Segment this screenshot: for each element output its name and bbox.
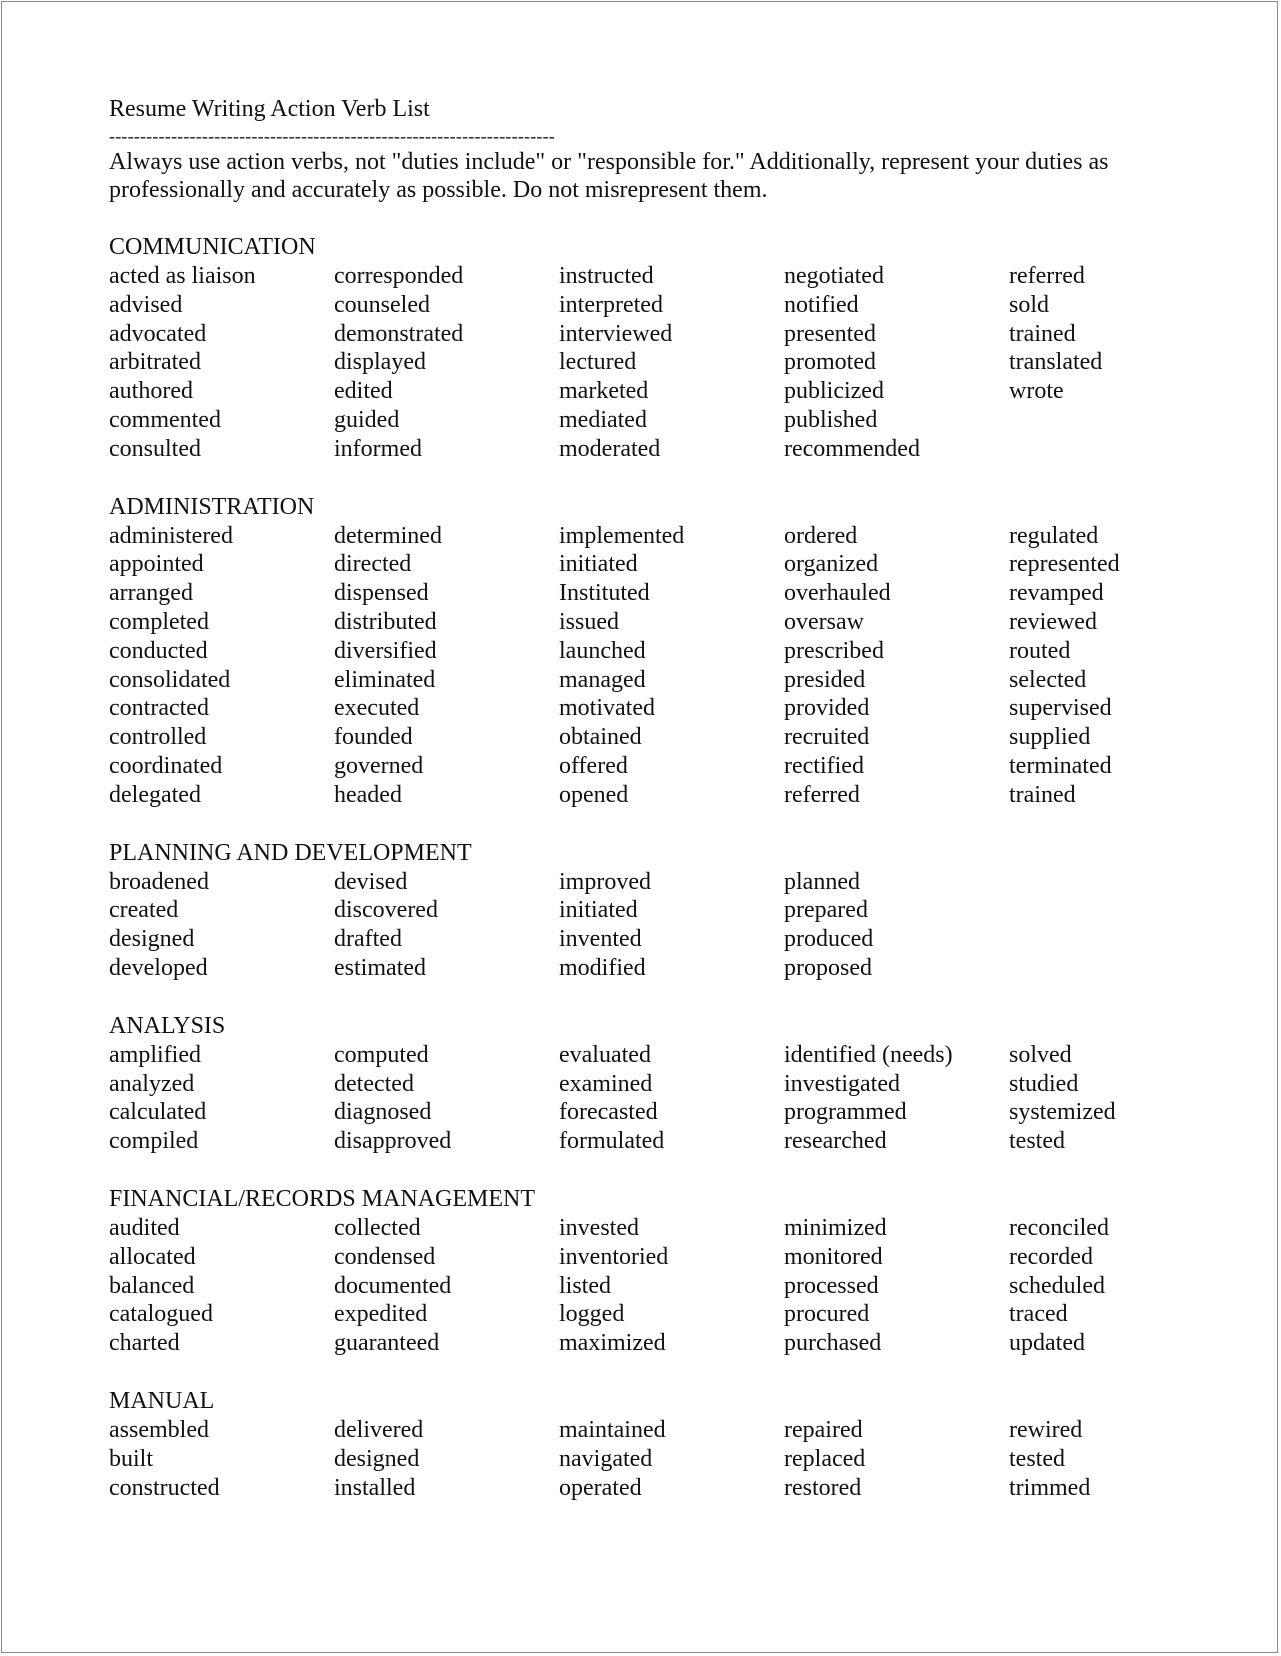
verb-item: arbitrated (109, 349, 201, 376)
verb-item: marketed (559, 378, 649, 405)
verb-item: initiated (559, 897, 638, 924)
verb-item: sold (1009, 291, 1050, 318)
verb-item: assembled (109, 1416, 209, 1443)
verb-item: acted as liaison (109, 263, 256, 289)
verb-item: computed (334, 1041, 429, 1068)
section-heading: ADMINISTRATION (109, 493, 315, 520)
verb-item: broadened (109, 868, 209, 895)
verb-item: displayed (334, 349, 426, 376)
verb-item: completed (109, 608, 209, 635)
intro-paragraph: Always use action verbs, not "duties include" or "responsible for." Additionally, represent your duties as professionally and accurately as possible. Do not misrepresent them. (109, 149, 1109, 203)
verb-item (1009, 868, 1189, 897)
verb-item: obtained (559, 724, 642, 751)
verb-section (109, 1012, 1189, 1156)
verb-item: ordered (784, 522, 858, 549)
verb-item: regulated (1009, 522, 1099, 549)
verb-item: motivated (559, 695, 655, 722)
verb-item: Instituted (559, 580, 650, 607)
verb-item: headed (334, 781, 402, 808)
verb-item: diversified (334, 637, 437, 664)
verb-item: operated (559, 1474, 642, 1501)
verb-item (1009, 435, 1189, 464)
verb-item: amplified (109, 1041, 201, 1068)
verb-item: improved (559, 868, 651, 895)
verb-item: published (784, 406, 878, 433)
verb-item: drafted (334, 926, 402, 953)
verb-item: documented (334, 1272, 452, 1299)
verb-item: reviewed (1009, 608, 1097, 635)
verb-item: trained (1009, 781, 1076, 808)
verb-grid (109, 1416, 1189, 1502)
verb-item: rewired (1009, 1416, 1083, 1443)
verb-item: selected (1009, 666, 1087, 693)
verb-item: compiled (109, 1128, 199, 1155)
verb-item: inventoried (559, 1243, 669, 1270)
verb-item (1009, 896, 1189, 925)
verb-item: opened (559, 781, 629, 808)
verb-item: translated (1009, 349, 1103, 376)
verb-item: notified (784, 291, 859, 318)
verb-item: edited (334, 378, 393, 405)
verb-item: organized (784, 551, 879, 578)
verb-item (1009, 954, 1189, 983)
verb-item: presided (784, 666, 866, 693)
verb-item: prescribed (784, 637, 884, 664)
verb-grid (109, 1214, 1189, 1358)
verb-item: administered (109, 522, 233, 549)
verb-item: authored (109, 378, 193, 405)
verb-item: implemented (559, 522, 685, 549)
verb-item: built (109, 1445, 154, 1472)
verb-item: conducted (109, 637, 208, 664)
verb-item: allocated (109, 1243, 196, 1270)
verb-item: calculated (109, 1099, 207, 1126)
verb-item: oversaw (784, 608, 864, 635)
verb-item: disapproved (334, 1128, 452, 1155)
verb-item: delegated (109, 781, 201, 808)
verb-item: formulated (559, 1128, 665, 1155)
verb-item: guided (334, 406, 400, 433)
verb-item: devised (334, 868, 408, 895)
verb-item: issued (559, 608, 619, 635)
verb-item: detected (334, 1070, 414, 1097)
verb-item: referred (1009, 263, 1085, 289)
verb-item: instructed (559, 263, 654, 289)
verb-item: charted (109, 1330, 180, 1357)
verb-item: eliminated (334, 666, 436, 693)
verb-item: modified (559, 954, 646, 981)
verb-item: executed (334, 695, 420, 722)
verb-item: restored (784, 1474, 862, 1501)
verb-item: recommended (784, 435, 920, 462)
verb-item: evaluated (559, 1041, 651, 1068)
verb-item: prepared (784, 897, 868, 924)
verb-item: minimized (784, 1214, 887, 1241)
verb-grid (109, 868, 1189, 983)
verb-item: replaced (784, 1445, 866, 1472)
verb-item: designed (109, 926, 195, 953)
verb-item: recruited (784, 724, 870, 751)
verb-item: invested (559, 1214, 639, 1241)
verb-item: rectified (784, 752, 864, 779)
verb-item: informed (334, 435, 422, 462)
verb-item: directed (334, 551, 412, 578)
verb-item: commented (109, 406, 221, 433)
dashed-divider: ------------------------------------------------------------------------ (109, 126, 555, 146)
verb-item: initiated (559, 551, 638, 578)
verb-item: offered (559, 752, 628, 779)
verb-item: governed (334, 752, 424, 779)
verb-item: purchased (784, 1330, 882, 1357)
verb-item: contracted (109, 695, 209, 722)
verb-item: routed (1009, 637, 1071, 664)
verb-item: lectured (559, 349, 637, 376)
document-page (1, 1, 1278, 1653)
verb-item: wrote (1009, 378, 1064, 405)
verb-item: discovered (334, 897, 438, 924)
verb-item: arranged (109, 580, 193, 607)
verb-item: investigated (784, 1070, 900, 1097)
verb-item: identified (needs) (784, 1041, 953, 1068)
verb-item: expedited (334, 1301, 428, 1328)
verb-item: consolidated (109, 666, 231, 693)
verb-item: managed (559, 666, 646, 693)
verb-item: launched (559, 637, 646, 664)
verb-item: developed (109, 954, 208, 981)
verb-item: trimmed (1009, 1474, 1091, 1501)
verb-item: forecasted (559, 1099, 658, 1126)
verb-item: collected (334, 1214, 421, 1241)
section-heading: COMMUNICATION (109, 234, 316, 260)
verb-item: updated (1009, 1330, 1085, 1357)
verb-item: proposed (784, 954, 872, 981)
verb-item: maximized (559, 1330, 666, 1357)
verb-grid (109, 1041, 1189, 1156)
verb-item: coordinated (109, 752, 223, 779)
verb-item: recorded (1009, 1243, 1093, 1270)
verb-item: consulted (109, 435, 201, 462)
section-heading: MANUAL (109, 1387, 215, 1414)
verb-item: provided (784, 695, 870, 722)
verb-item: programmed (784, 1099, 907, 1126)
verb-item: referred (784, 781, 860, 808)
verb-item: traced (1009, 1301, 1068, 1328)
verb-item: supplied (1009, 724, 1091, 751)
verb-item: installed (334, 1474, 416, 1501)
verb-item: systemized (1009, 1099, 1116, 1126)
section-heading: FINANCIAL/RECORDS MANAGEMENT (109, 1185, 536, 1212)
verb-item: invented (559, 926, 642, 953)
verb-item: monitored (784, 1243, 883, 1270)
verb-item: designed (334, 1445, 420, 1472)
verb-item: presented (784, 320, 876, 347)
verb-item: repaired (784, 1416, 863, 1443)
verb-item: corresponded (334, 263, 464, 289)
verb-item: supervised (1009, 695, 1112, 722)
verb-item: revamped (1009, 580, 1104, 607)
verb-item: navigated (559, 1445, 653, 1472)
verb-item: distributed (334, 608, 437, 635)
verb-item: mediated (559, 406, 647, 433)
verb-item: examined (559, 1070, 653, 1097)
verb-item: controlled (109, 724, 207, 751)
verb-item: negotiated (784, 263, 884, 289)
verb-item: procured (784, 1301, 870, 1328)
verb-item: dispensed (334, 580, 429, 607)
verb-item: advised (109, 291, 183, 318)
verb-item: analyzed (109, 1070, 195, 1097)
verb-item: promoted (784, 349, 876, 376)
verb-item: catalogued (109, 1301, 213, 1328)
verb-section (109, 493, 1189, 810)
verb-item: reconciled (1009, 1214, 1109, 1241)
verb-section (109, 839, 1189, 983)
verb-item: balanced (109, 1272, 195, 1299)
document-title: Resume Writing Action Verb List (109, 96, 430, 122)
verb-item: trained (1009, 320, 1076, 347)
verb-section (109, 1387, 1189, 1502)
verb-item: processed (784, 1272, 879, 1299)
document-content (109, 94, 1189, 1502)
verb-item: moderated (559, 435, 661, 462)
sections-container (109, 233, 1189, 1502)
verb-item (1009, 406, 1189, 435)
verb-item: maintained (559, 1416, 666, 1443)
verb-grid (109, 522, 1189, 810)
section-heading: ANALYSIS (109, 1012, 226, 1039)
verb-item: demonstrated (334, 320, 464, 347)
verb-item: advocated (109, 320, 207, 347)
verb-item: counseled (334, 291, 430, 318)
verb-item: diagnosed (334, 1099, 432, 1126)
verb-item: scheduled (1009, 1272, 1105, 1299)
verb-item: determined (334, 522, 442, 549)
verb-grid (109, 262, 1189, 464)
verb-item: delivered (334, 1416, 424, 1443)
verb-item: created (109, 897, 179, 924)
verb-item: overhauled (784, 580, 891, 607)
verb-item: guaranteed (334, 1330, 440, 1357)
verb-item: audited (109, 1214, 180, 1241)
verb-item: logged (559, 1301, 625, 1328)
verb-item: planned (784, 868, 860, 895)
verb-item: represented (1009, 551, 1120, 578)
verb-item: interviewed (559, 320, 673, 347)
verb-item: terminated (1009, 752, 1112, 779)
verb-item: constructed (109, 1474, 220, 1501)
verb-item: tested (1009, 1445, 1065, 1472)
verb-item: listed (559, 1272, 611, 1299)
verb-item: interpreted (559, 291, 663, 318)
verb-item: studied (1009, 1070, 1079, 1097)
verb-item: publicized (784, 378, 884, 405)
verb-item: researched (784, 1128, 887, 1155)
verb-item: condensed (334, 1243, 436, 1270)
verb-item: tested (1009, 1128, 1065, 1155)
verb-item: produced (784, 926, 874, 953)
section-heading: PLANNING AND DEVELOPMENT (109, 839, 472, 866)
verb-section (109, 1185, 1189, 1358)
verb-item (1009, 925, 1189, 954)
verb-item: estimated (334, 954, 426, 981)
verb-section (109, 233, 1189, 464)
verb-item: solved (1009, 1041, 1072, 1068)
verb-item: founded (334, 724, 413, 751)
verb-item: appointed (109, 551, 204, 578)
